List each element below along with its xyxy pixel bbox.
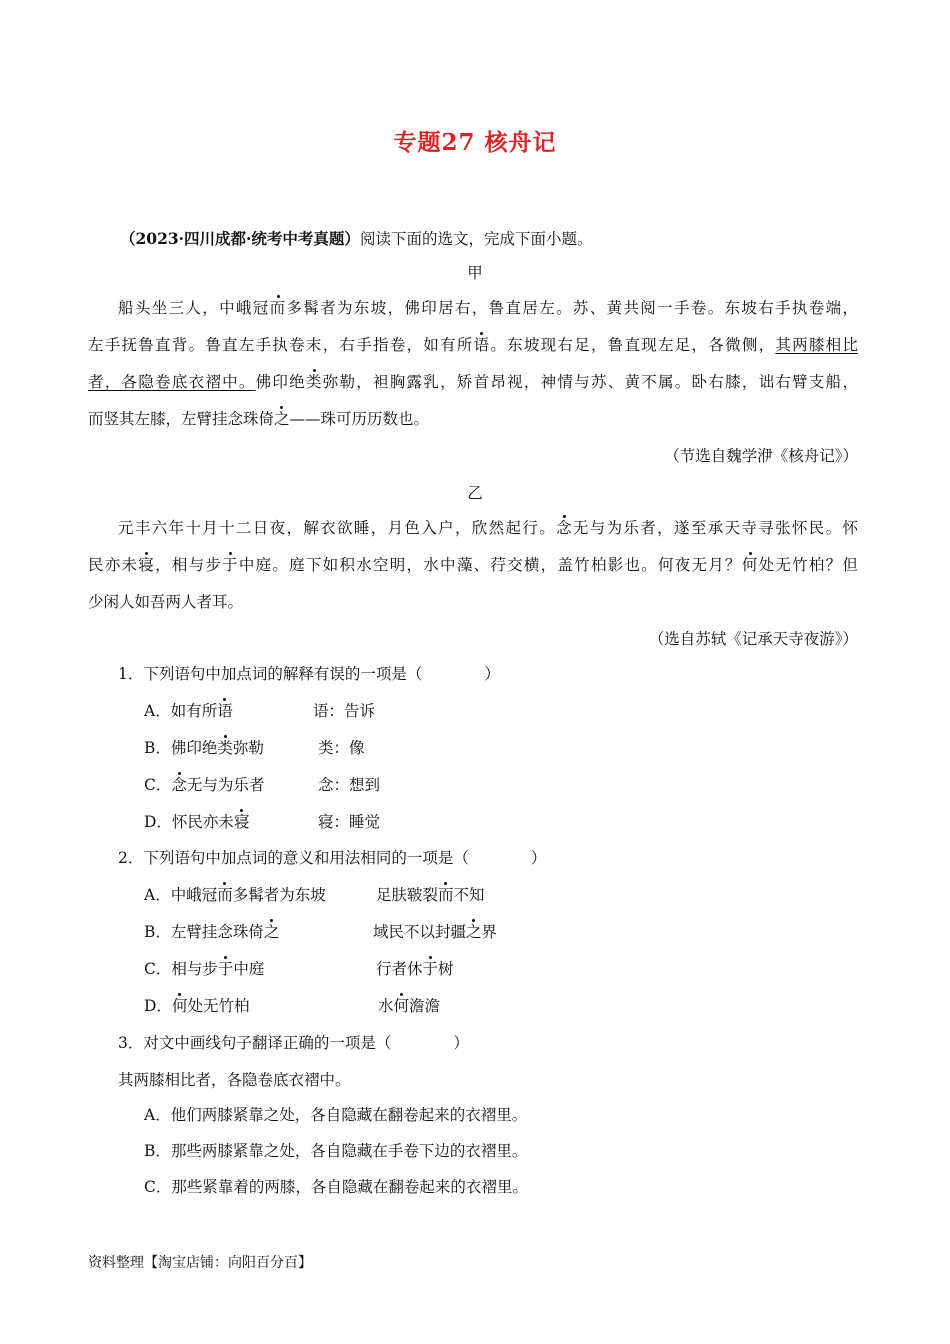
dotted-char: 之	[263, 923, 280, 941]
dotted-char: 念	[556, 519, 573, 537]
q1-option-b-gloss: 类：像	[318, 739, 365, 757]
instruction-text: 阅读下面的选文，完成下面小题。	[359, 230, 593, 248]
passage-a-label: 甲	[467, 264, 483, 282]
q2-option-b-compare: 域民不以封疆之界	[373, 923, 498, 941]
q3-sentence: 其两膝相比者，各隐卷底衣褶中。	[118, 1071, 351, 1089]
passage-a-source: （节选自魏学洢《核舟记》）	[664, 447, 858, 465]
dotted-char: 于	[422, 960, 439, 978]
question-3-stem: 3．对文中画线句子翻译正确的一项是（ ）	[118, 1034, 469, 1052]
intro-line	[120, 228, 592, 250]
passage-b-line-2: 民亦未寝，相与步于中庭。庭下如积水空明，水中藻、荇交横，盖竹柏影也。何夜无月？何处无竹柏？但	[88, 556, 858, 574]
q2-option-a-compare: 足肤皲裂而不知	[376, 886, 485, 904]
passage-a-line-4: 而竖其左膝，左臂挂念珠倚之——珠可历历数也。	[88, 410, 430, 428]
dotted-char: 寝	[233, 813, 250, 831]
q1-option-a: A．如有所语	[144, 702, 233, 720]
dotted-char: 而	[438, 886, 454, 904]
passage-a-line-1: 船头坐三人，中峨冠而多髯者为东坡，佛印居右，鲁直居左。苏、黄共阅一手卷。东坡右手执卷端，	[118, 299, 858, 317]
q2-option-c-compare: 行者休于树	[376, 960, 454, 978]
passage-b-source: （选自苏轼《记承天寺夜游》）	[648, 630, 858, 648]
passage-a-line-2: 左手抚鲁直背。鲁直左手执卷末，右手指卷，如有所语。东坡现右足，鲁直现左足，各微侧，其两膝相比	[88, 336, 858, 354]
question-source: （2023·四川成都·统考中考真题）	[120, 229, 360, 248]
dotted-char: 语	[473, 336, 491, 354]
dotted-char: 何	[393, 997, 410, 1015]
q3-option-a: A．他们两膝紧靠之处，各自隐藏在翻卷起来的衣褶里。	[144, 1106, 528, 1124]
q3-option-c: C．那些紧靠着的两膝，各自隐藏在翻卷起来的衣褶里。	[144, 1178, 528, 1196]
q2-option-a: A．中峨冠而多髯者为东坡	[144, 886, 326, 904]
dotted-char: 于	[222, 556, 239, 574]
question-1-stem: 1．下列语句中加点词的解释有误的一项是（ ）	[118, 665, 500, 683]
passage-a-line-3: 者，各隐卷底衣褶中。佛印绝类弥勒，袒胸露乳，矫首昂视，神情与苏、黄不属。卧右膝，诎右臂支船，	[88, 373, 858, 391]
dotted-char: 语	[217, 702, 233, 720]
q1-option-c-gloss: 念：想到	[318, 776, 381, 794]
q1-option-c: C．念无与为乐者	[144, 776, 265, 794]
dotted-char: 而	[217, 886, 233, 904]
passage-b-label: 乙	[467, 484, 483, 502]
q1-option-d: D．怀民亦未寝	[144, 813, 250, 831]
dotted-char: 于	[217, 960, 234, 978]
q2-option-d: D．何处无竹柏	[144, 997, 250, 1015]
underlined-sentence: 者，各隐卷底衣褶中。	[88, 373, 256, 391]
passage-b-line-3: 少闲人如吾两人者耳。	[88, 593, 244, 611]
dotted-char: 类	[217, 739, 233, 757]
q1-option-d-gloss: 寝：睡觉	[318, 813, 381, 831]
dotted-char: 念	[171, 776, 187, 794]
q2-option-d-compare: 水何澹澹	[378, 997, 441, 1015]
dotted-char: 何	[171, 997, 188, 1015]
page-title: 专题27 核舟记	[393, 129, 557, 156]
q3-option-b: B．那些两膝紧靠之处，各自隐藏在手卷下边的衣褶里。	[144, 1142, 528, 1160]
passage-b-line-1: 元丰六年十月十二日夜，解衣欲睡，月色入户，欣然起行。念无与为乐者，遂至承天寺寻张怀民。怀	[118, 519, 858, 537]
dotted-char: 何	[741, 556, 759, 574]
dotted-char: 而	[269, 299, 287, 317]
question-2-stem: 2．下列语句中加点词的意义和用法相同的一项是（ ）	[118, 849, 547, 867]
q2-option-b: B．左臂挂念珠倚之	[144, 923, 280, 941]
dotted-char: 寝	[138, 556, 156, 574]
underlined-sentence: 其两膝相比	[775, 336, 858, 354]
dotted-char: 类	[305, 373, 323, 391]
dotted-char: 之	[466, 923, 482, 941]
footer-note: 资料整理【淘宝店铺：向阳百分百】	[88, 1255, 312, 1271]
dotted-char: 之	[274, 410, 290, 428]
q2-option-c: C．相与步于中庭	[144, 960, 265, 978]
q1-option-a-gloss: 语：告诉	[313, 702, 376, 720]
q1-option-b: B．佛印绝类弥勒	[144, 739, 264, 757]
